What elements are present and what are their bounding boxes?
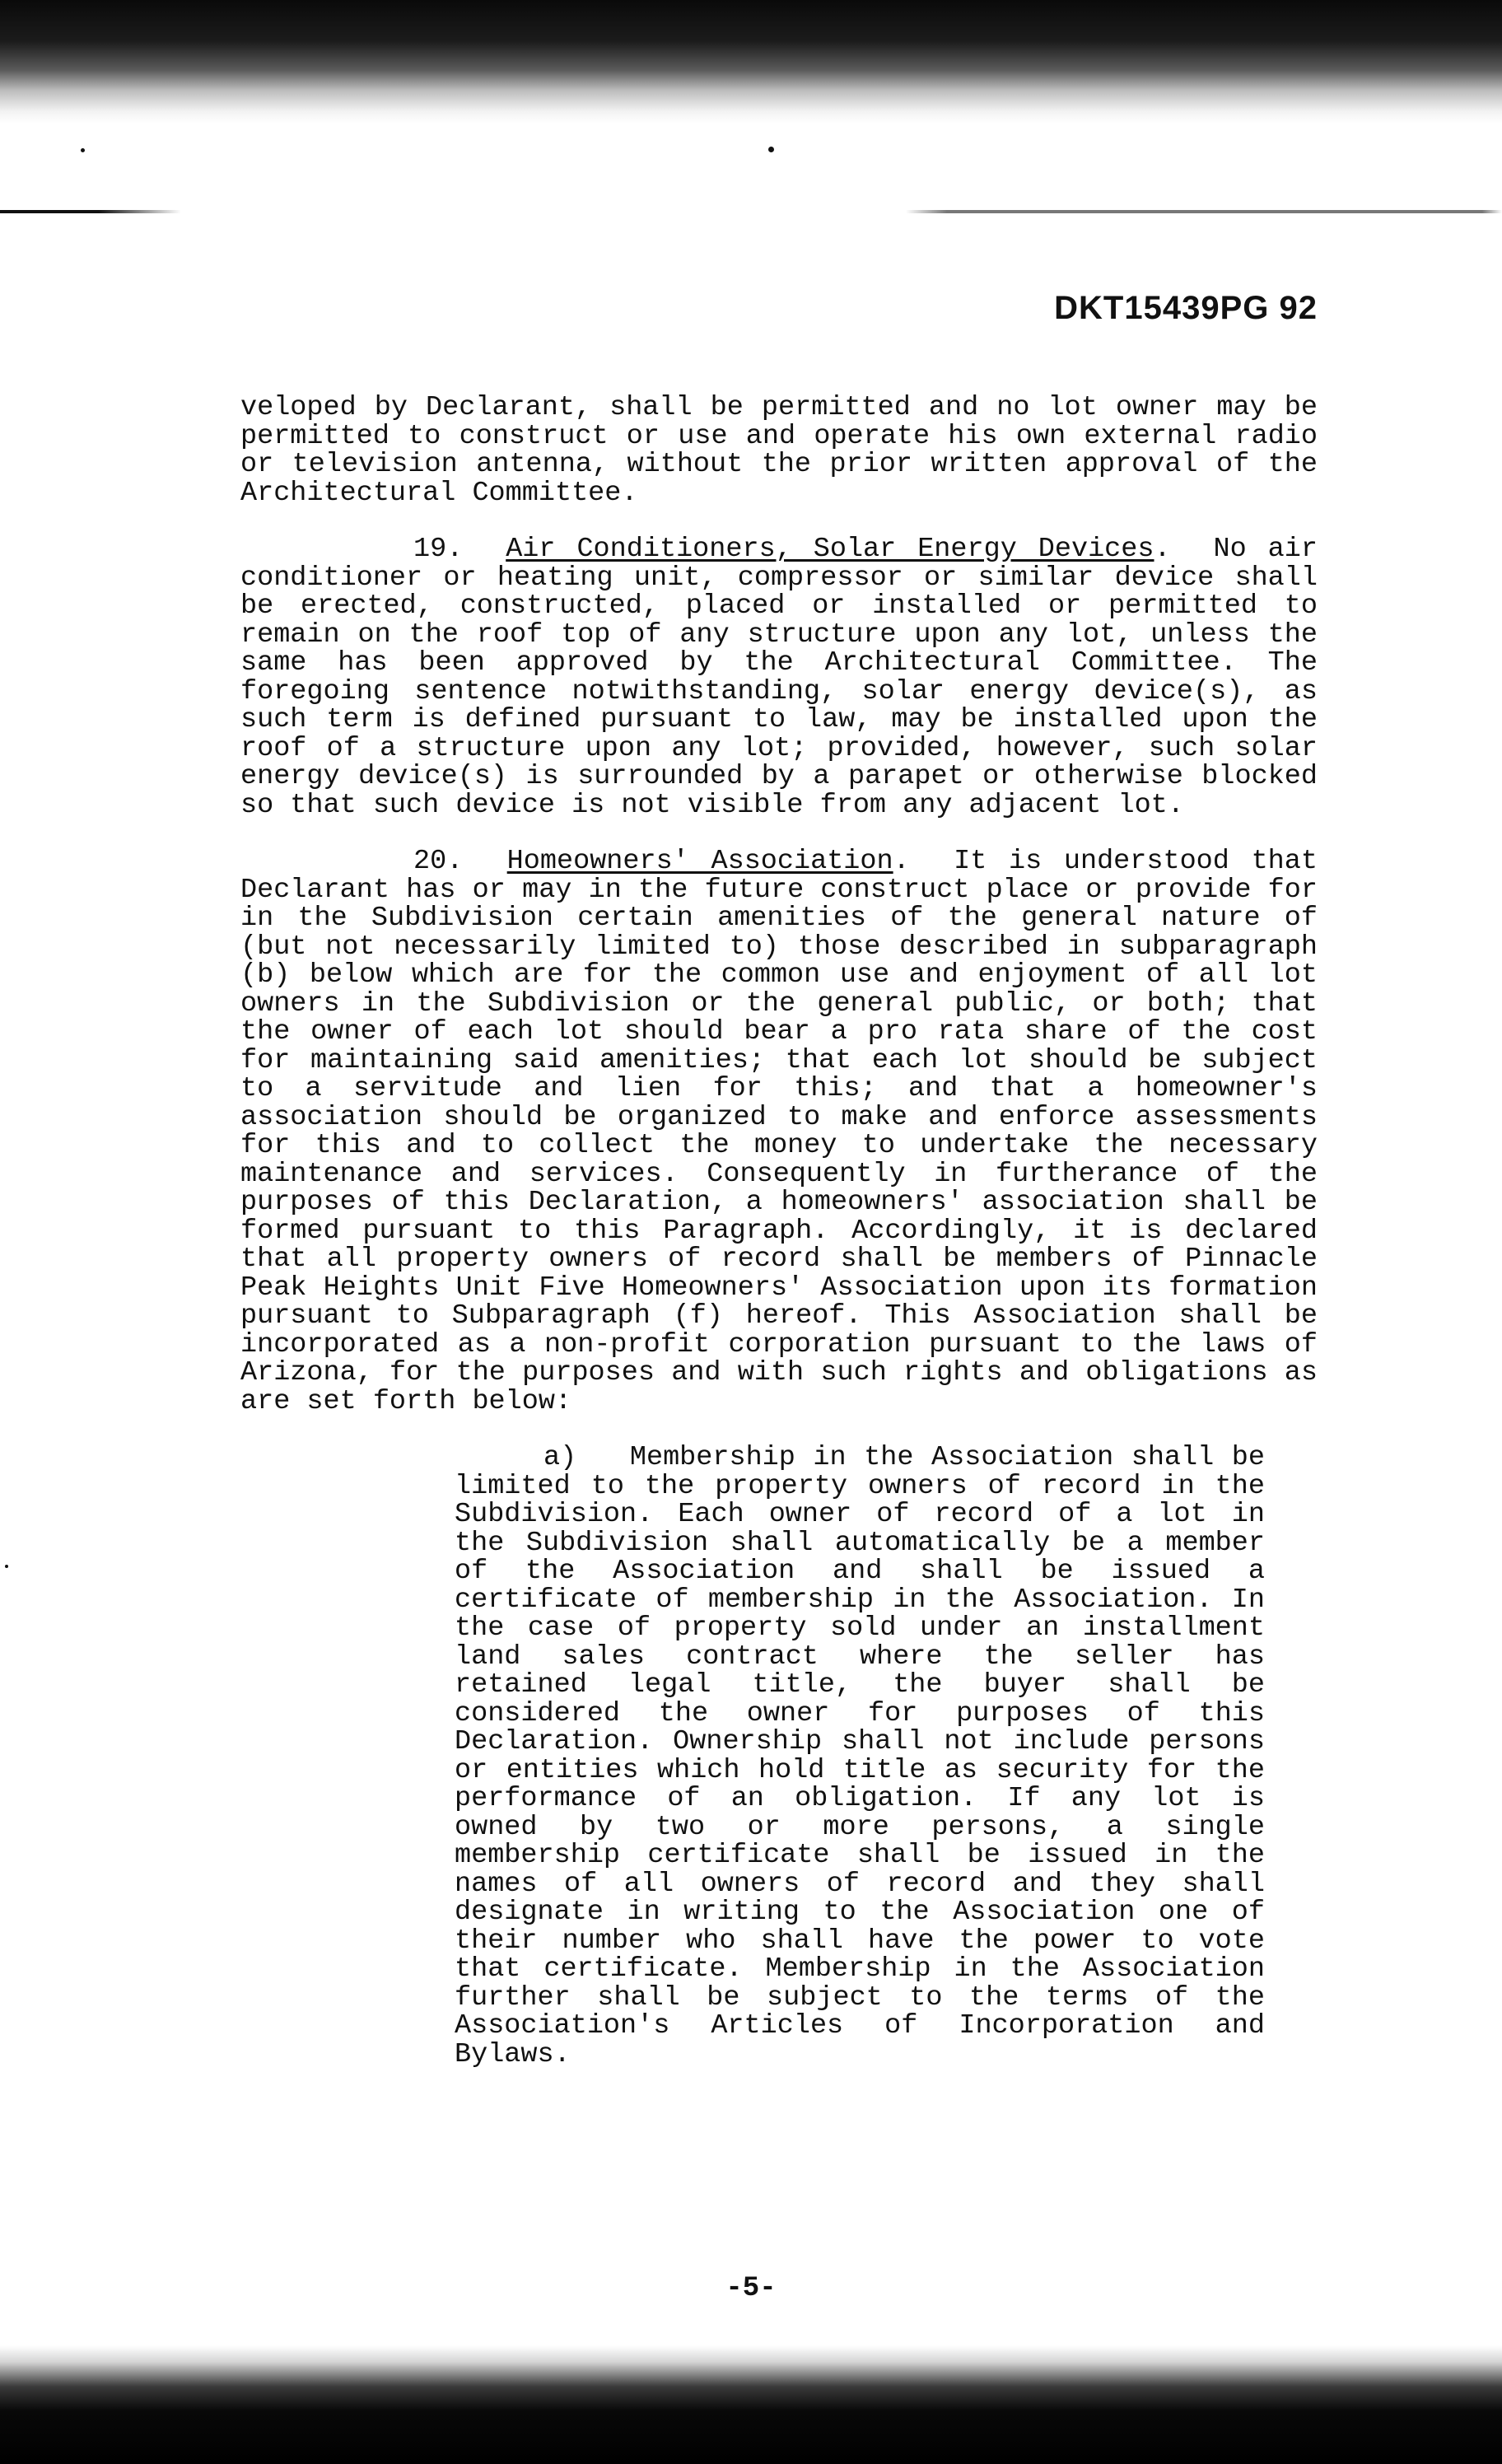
section-20-body: It is understood that Declarant has or may in the future construct place or provide for in the Subdivision certain amenities of the general nature of (but not necessarily limited to) those described in subparagraph (b) below which are for the common use and enjoyment of all lot owners in the Subdivision or the general public, or both; that the owner of each lot should bear a pro rata share of the cost for maintaining said amenities; that each lot should be subject to a servitude and lien for this; and that a homeowner's association should be organized to make and enforce assessments for this and to collect the money to undertake the necessary maintenance and services. Consequently in furtherance of the purposes of this Declaration, a homeowners' association shall be formed pursuant to this Paragraph. Accordingly, it is declared that all property owners of record shall be members of Pinnacle Peak Heights Unit Five Homeowners' Association upon its formation pursuant to Subparagraph (f) hereof. This Association shall be incorporated as a non-profit corporation pursuant to the laws of Arizona, for the purposes and with such rights and obligations as are set forth below:: [240, 846, 1318, 1417]
scan-border-top: [0, 0, 1502, 124]
scan-speck: [768, 147, 774, 152]
section-19: [240, 535, 1318, 819]
scan-edge-line: [0, 210, 1502, 213]
section-20-heading-period: .: [893, 846, 910, 877]
docket-stamp: DKT15439PG 92: [1054, 290, 1318, 326]
scan-speck: [5, 1565, 8, 1568]
section-20: [240, 847, 1318, 1416]
page-number: -5-: [725, 2273, 777, 2304]
document-body: [240, 394, 1318, 2069]
subparagraph-a-body: Membership in the Association shall be limited to the property owners of record in the Subdivision. Each owner of record of a lot in the Subdivision shall automatically be a member of the Association and shall be issued a certificate of membership in the Association. In the case of property sold under an installment land sales contract where the seller has retained legal title, the buyer shall be considered the owner for purposes of this Declaration. Ownership shall not include persons or entities which hold title as security for the performance of an obligation. If any lot is owned by two or more persons, a single membership certificate shall be issued in the names of all owners of record and they shall designate in writing to the Association one of their number who shall have the power to vote that certificate. Membership in the Association further shall be subject to the terms of the Association's Articles of Incorporation and Bylaws.: [455, 1442, 1265, 2070]
subparagraph-a-label: a): [543, 1442, 577, 1473]
section-20-number: 20.: [413, 846, 464, 877]
section-19-body: No air conditioner or heating unit, compressor or similar device shall be erected, constructed, placed or installed or permitted to remain on the roof top of any structure upon any lot, unless the same has been approved by the Architectural Committee. The foregoing sentence notwithstanding, solar energy device(s), as such term is defined pursuant to law, may be installed upon the roof of a structure upon any lot; provided, however, such solar energy device(s) is surrounded by a parapet or otherwise blocked so that such device is not visible from any adjacent lot.: [240, 534, 1318, 821]
scan-border-bottom: [0, 2345, 1502, 2464]
scan-speck: [81, 148, 85, 152]
section-19-heading: Air Conditioners, Solar Energy Devices: [506, 534, 1154, 565]
section-20-heading: Homeowners' Association: [506, 846, 893, 877]
section-19-heading-period: .: [1154, 534, 1171, 565]
section-19-number: 19.: [413, 534, 464, 565]
subparagraph-a: [455, 1444, 1265, 2069]
intro-paragraph: veloped by Declarant, shall be permitted and no lot owner may be permitted to construct or use and operate his own external radio or television antenna, without the prior written approval of the Architectural Committee.: [240, 392, 1318, 509]
